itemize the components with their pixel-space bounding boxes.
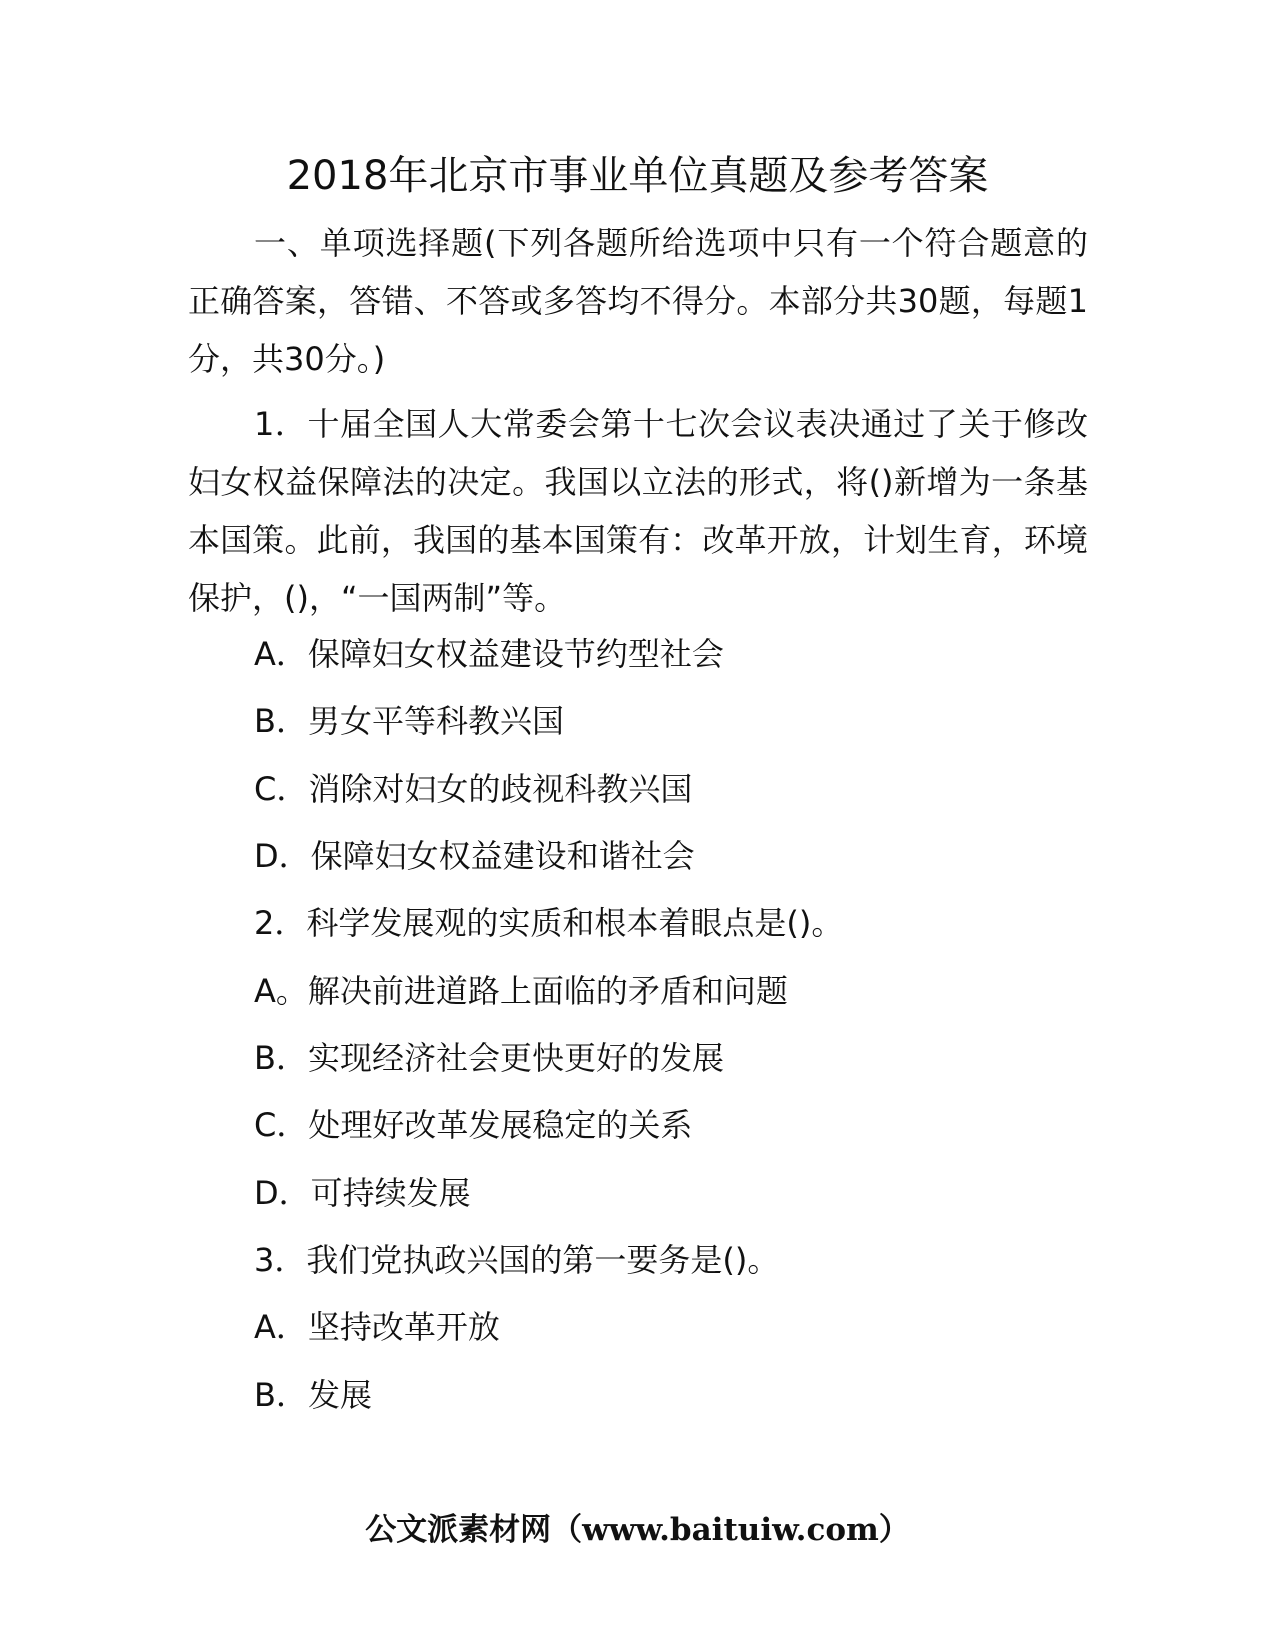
question-1-stem: 1．十届全国人大常委会第十七次会议表决通过了关于修改妇女权益保障法的决定。我国以立法的形式，将()新增为一条基本国策。此前，我国的基本国策有：改革开放，计划生育，环境保护，()，“一国两制”等。 (188, 405, 1088, 617)
section-intro: 一、单项选择题(下列各题所给选项中只有一个符合题意的正确答案，答错、不答或多答均不得分。本部分共30题，每题1分，共30分。) (188, 224, 1088, 378)
question-3-stem: 3．我们党执政兴国的第一要务是()。 (254, 1241, 780, 1279)
page-title: 2018年北京市事业单位真题及参考答案 (286, 153, 989, 199)
question-1-option-c: C．消除对妇女的歧视科教兴国 (254, 770, 693, 808)
question-2-stem: 2．科学发展观的实质和根本着眼点是()。 (254, 904, 844, 942)
question-3-option-a: A．坚持改革开放 (254, 1308, 500, 1346)
question-1-option-a: A．保障妇女权益建设节约型社会 (254, 635, 724, 673)
question-2-option-b: B．实现经济社会更快更好的发展 (254, 1039, 724, 1077)
question-2-option-c: C．处理好改革发展稳定的关系 (254, 1106, 693, 1144)
question-2-option-a: A。解决前进道路上面临的矛盾和问题 (254, 972, 788, 1010)
question-1-option-b: B．男女平等科教兴国 (254, 702, 564, 740)
question-2-option-d: D．可持续发展 (254, 1174, 471, 1212)
question-3-option-b: B．发展 (254, 1376, 372, 1414)
question-1-option-d: D．保障妇女权益建设和谐社会 (254, 837, 695, 875)
footer-source: 公文派素材网（www.baituiw.com） (365, 1512, 910, 1548)
